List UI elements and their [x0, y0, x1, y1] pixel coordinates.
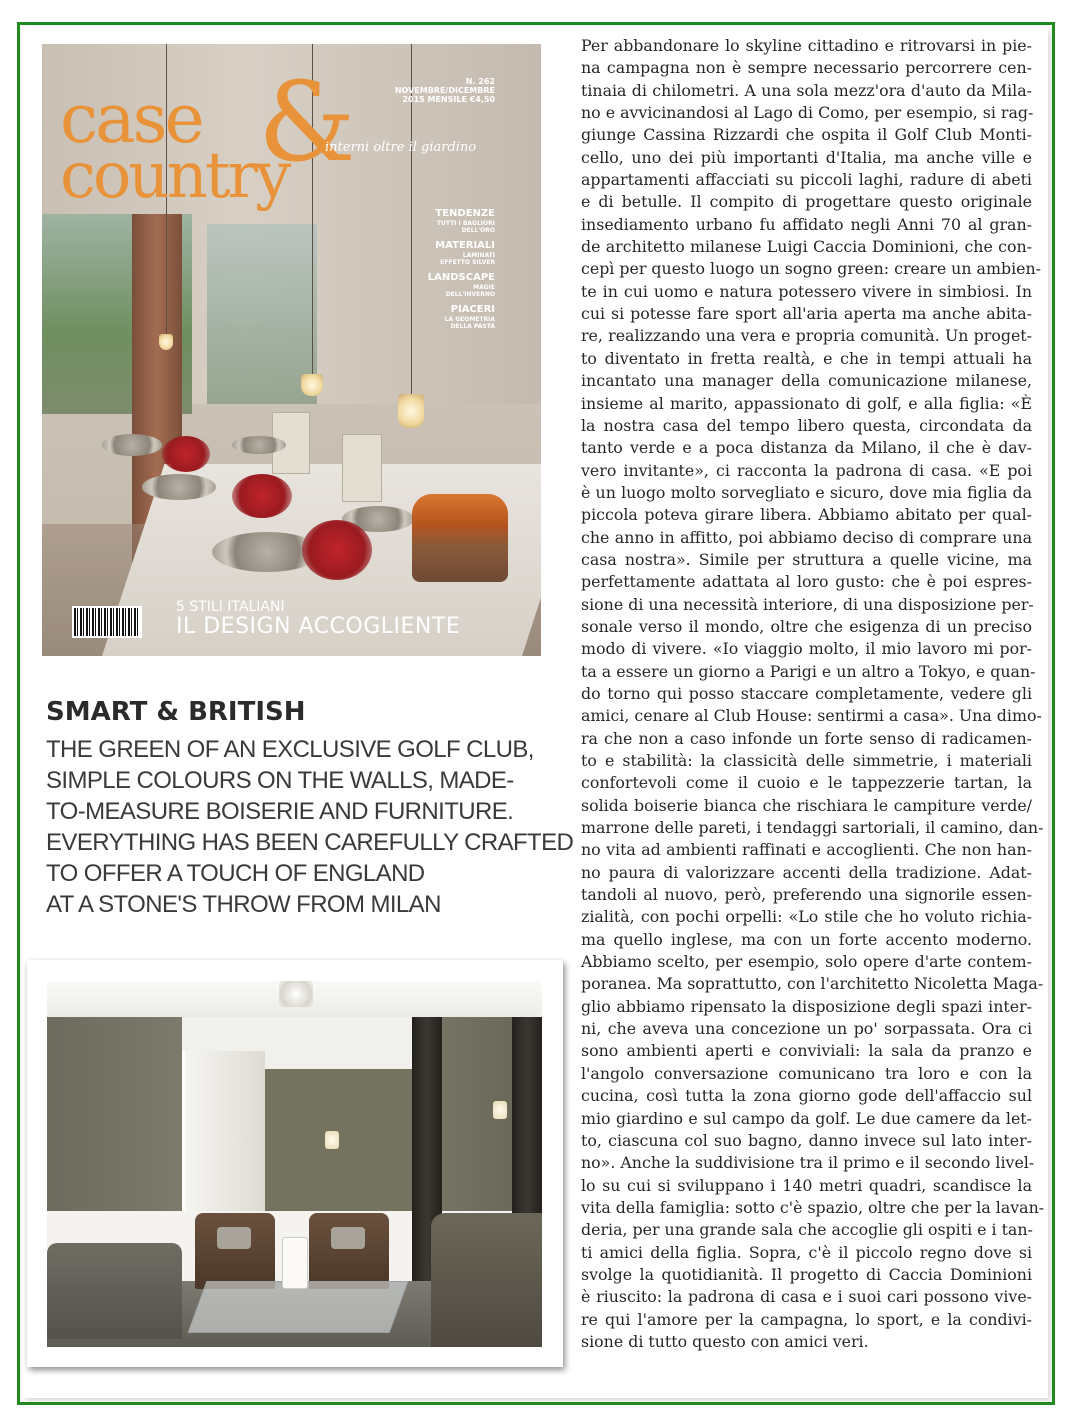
article-line: tanto verde e a poca distanza da Milano, il che è dav-: [581, 438, 1032, 458]
cover-tagline: interni oltre il giardino: [325, 140, 477, 155]
photo-armchair: [309, 1213, 389, 1289]
cover-section-title: PIACERI: [450, 304, 495, 315]
feature-line: THE GREEN OF AN EXCLUSIVE GOLF CLUB,: [46, 736, 534, 763]
cover-issue-info: [380, 77, 495, 104]
cover-pendant-lamp: [159, 334, 173, 350]
article-line: poranea. Ma soprattutto, con l'architetto Nicoletta Maga-: [581, 974, 1044, 994]
article-line: cello, uno dei più importanti d'Italia, ma anche ville e: [581, 147, 1032, 167]
article-line: la nostra casa del tempo libero questa, circondata da: [581, 415, 1032, 435]
article-line: ra che non a caso infonde un forte senso di radicamen-: [581, 728, 1032, 748]
article-line: casa nostra». Simile per struttura a quelle vicine, ma: [581, 549, 1032, 569]
feature-line: SIMPLE COLOURS ON THE WALLS, MADE-: [46, 767, 514, 794]
photo-chandelier: [279, 981, 313, 1007]
cover-panettone: [412, 494, 508, 582]
cover-section-title: LANDSCAPE: [427, 272, 495, 283]
article-line: cucina, così tutta la zona giorno gode dell'affaccio sul: [581, 1086, 1032, 1106]
article-line: no e avvicinandosi al Lago di Como, per esempio, si rag-: [581, 103, 1034, 123]
cover-section-sub: TUTTI I BAGLIORI: [436, 220, 495, 227]
cover-section-sub: MAGIE: [473, 284, 495, 291]
feature-title: SMART & BRITISH: [46, 697, 306, 727]
cover-footer-headline: IL DESIGN ACCOGLIENTE: [176, 614, 461, 639]
article-line: glio abbiamo ripensato la disposizione degli spazi inter-: [581, 996, 1032, 1016]
photo-wall-sconce: [493, 1101, 507, 1119]
article-line: sono ambienti aperti e conviviali: la sala da pranzo e: [581, 1041, 1032, 1061]
cover-plate: [232, 436, 286, 454]
cover-section: [375, 272, 495, 298]
article-line: insieme al marito, appassionato di golf, e alla figlia: «È: [581, 393, 1032, 413]
article-line: cepì per questo luogo un sogno green: creare un ambien-: [581, 259, 1041, 279]
cover-plate: [102, 434, 162, 456]
cover-section-title: TENDENZE: [435, 208, 495, 219]
cover-section-list: [375, 208, 495, 336]
article-line: sonale verso il mondo, oltre che esigenza di un preciso: [581, 616, 1032, 636]
article-line: deria, per una grande sala che accoglie gli ospiti e i tan-: [581, 1220, 1033, 1240]
article-line: ma quello inglese, ma con un forte accento moderno.: [581, 929, 1032, 949]
article-line: cui si potesse fare sport all'aria aperta ma anche abita-: [581, 304, 1032, 324]
article-line: to e stabilità: la classicità delle simmetrie, i materiali: [581, 751, 1032, 770]
cover-berries: [302, 520, 372, 580]
cover-footer-kicker: 5 STILI ITALIANI: [176, 599, 285, 615]
issue-number: N. 262: [465, 77, 495, 86]
cover-plate: [142, 474, 216, 500]
article-line: zialità, con pochi orpelli: «Lo stile che ho voluto richia-: [581, 907, 1032, 927]
cover-barcode: [72, 606, 142, 638]
interior-living-room-photo: [47, 981, 542, 1347]
cover-section: [375, 240, 495, 266]
cover-berries: [232, 474, 292, 518]
cover-section-title: MATERIALI: [435, 240, 495, 251]
article-line: no vita ad ambienti raffinati e accoglienti. Che non han-: [581, 840, 1032, 860]
article-line: to, ciascuna col suo bagno, danno invece sul lato inter-: [581, 1130, 1032, 1150]
article-line: tandoli al nuovo, però, preferendo una signorile essen-: [581, 885, 1032, 905]
feature-line: EVERYTHING HAS BEEN CAREFULLY CRAFTED: [46, 829, 574, 856]
cover-logo-country: country: [60, 139, 289, 213]
cover-section-sub: EFFETTO SILVER: [440, 259, 495, 266]
issue-price: 2015 MENSILE €4,50: [402, 95, 495, 104]
photo-cushion: [331, 1227, 365, 1249]
article-line: piccola poteva girare libera. Abbiamo abitato per qual-: [581, 505, 1032, 525]
feature-line: TO-MEASURE BOISERIE AND FURNITURE.: [46, 798, 514, 825]
article-line: incantato una manager della comunicazione milanese,: [581, 371, 1032, 391]
article-line: no». Anche la suddivisione tra il primo e il secondo livel-: [581, 1153, 1035, 1173]
cover-section: [375, 304, 495, 330]
cover-section: [375, 208, 495, 234]
article-line: te in cui uomo e natura potessero vivere in simbiosi. In: [581, 281, 1032, 301]
photo-sofa: [47, 1243, 182, 1339]
article-line: Abbiamo scelto, per esempio, solo opere d'arte contem-: [581, 952, 1032, 972]
cover-logo-ampersand: &: [258, 58, 356, 186]
article-line: svolge la quotidianità. Il progetto di Caccia Dominioni: [581, 1264, 1032, 1284]
article-line: no paura di valorizzare accenti della tradizione. Adat-: [581, 862, 1032, 882]
photo-wall-sconce: [325, 1131, 339, 1149]
article-line: lo su cui si sviluppano i 140 metri quadri, scandisce la: [581, 1175, 1032, 1195]
article-line: do torno qui posso staccare completamente, vedere gli: [581, 683, 1032, 703]
article-line: to diventato in fretta realtà, e che in tempi attuali ha: [581, 348, 1032, 368]
article-line: Per abbandonare lo skyline cittadino e ritrovarsi in pie-: [581, 36, 1032, 55]
article-body: [581, 35, 1045, 1353]
article-line: giunge Cassina Rizzardi che ospita il Golf Club Monti-: [581, 125, 1032, 145]
cover-section-sub: LA GEOMETRIA: [444, 316, 495, 323]
article-line: na campagna non è sempre necessario percorrere cen-: [581, 58, 1032, 78]
cover-section-sub: DELLA PASTA: [450, 323, 495, 330]
article-line: vero invitante», ci racconta la padrona di casa. «E poi: [581, 460, 1032, 480]
article-line: marrone delle pareti, i tendaggi sartoriali, il camino, dan-: [581, 818, 1044, 838]
article-line: è un luogo molto sorvegliato e sicuro, dove mia figlia da: [581, 482, 1032, 502]
article-line: re qui l'amore per la campagna, lo sport, e la condivi-: [581, 1309, 1032, 1329]
feature-summary: [46, 734, 574, 920]
cover-section-sub: DELL'INVERNO: [445, 291, 495, 298]
article-line: è riuscito: la padrona di casa e i suoi cari possono vive-: [581, 1287, 1032, 1307]
photo-cushion: [217, 1227, 251, 1249]
article-line: de architetto milanese Luigi Caccia Dominioni, che con-: [581, 237, 1032, 257]
article-line: appartamenti affacciati su piccoli laghi, radure di abeti: [581, 170, 1032, 190]
photo-candle: [282, 1237, 308, 1289]
cover-pendant-lamp: [301, 374, 323, 396]
article-line: sione di una necessità interiore, di una disposizione per-: [581, 594, 1034, 614]
article-line: modo di vivere. «Io viaggio molto, il mio lavoro mi por-: [581, 639, 1032, 659]
article-line: amici, cenare al Club House: sentirmi a casa». Una dimo-: [581, 706, 1042, 726]
article-line: confortevoli come il cuoio e le tappezzerie tartan, la: [581, 773, 1032, 793]
magazine-cover-image: [42, 44, 541, 656]
article-line: tinaia di chilometri. A una sola mezz'ora d'auto da Mila-: [581, 80, 1032, 100]
cover-section-sub: LAMINATI: [462, 252, 495, 259]
article-line: che anno in affitto, poi abbiamo deciso di comprare una: [581, 527, 1032, 547]
article-line: solida boiserie bianca che rischiara le campiture verde/: [581, 795, 1032, 815]
article-line: vita della famiglia: sotto c'è spazio, oltre che per la lavan-: [581, 1197, 1045, 1217]
article-line: perfettamente adattata al loro gusto: che è poi espres-: [581, 572, 1032, 592]
article-line: l'angolo conversazione comunicano tra loro e con la: [581, 1063, 1032, 1083]
photo-armchair: [195, 1213, 275, 1289]
issue-date: NOVEMBRE/DICEMBRE: [394, 86, 495, 95]
article-line: insediamento urbano fu affidato negli Anni 70 al gran-: [581, 214, 1032, 234]
cover-section-sub: DELL'ORO: [461, 227, 495, 234]
article-line: ta a essere un giorno a Parigi e un altro a Tokyo, e quan-: [581, 661, 1036, 681]
cover-logo-case: case: [60, 80, 202, 159]
feature-line: TO OFFER A TOUCH OF ENGLAND: [46, 860, 425, 887]
article-line: ni, che aveva una concezione un po' sorpassata. Ora ci: [581, 1019, 1032, 1039]
feature-line: AT A STONE'S THROW FROM MILAN: [46, 891, 441, 918]
article-line: re, realizzando una vera e propria comunità. Un proget-: [581, 326, 1032, 346]
cover-pendant-lamp: [398, 394, 424, 428]
article-line: ti amici della figlia. Sopra, c'è il piccolo regno dove si: [581, 1242, 1032, 1262]
article-line: e di betulle. Il compito di progettare questo originale: [581, 192, 1032, 212]
article-line: mio giardino e sul campo da golf. Le due camere da let-: [581, 1108, 1032, 1128]
cover-chair: [342, 434, 382, 502]
photo-sofa: [431, 1213, 542, 1347]
cover-berries: [162, 436, 210, 472]
article-line: sione di tutto questo con amici veri.: [581, 1331, 869, 1351]
